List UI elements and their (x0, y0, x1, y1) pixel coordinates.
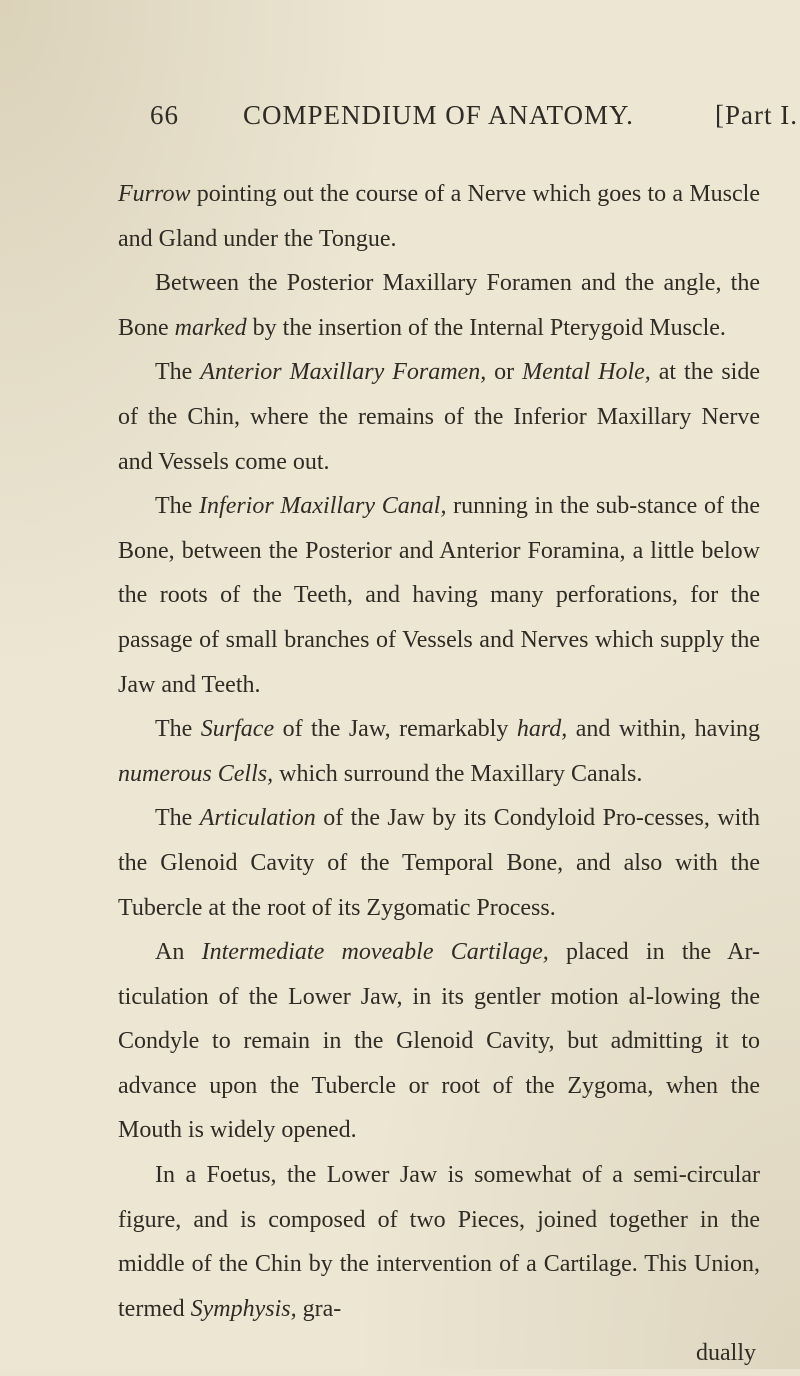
paragraph (118, 350, 760, 484)
italic-run: numerous Cells, (118, 760, 274, 787)
italic-run: marked (174, 314, 247, 341)
part-label: [Part I. (715, 100, 798, 130)
text-run: pointing out the course of a Nerve which goes to a Muscle and Gland under the Tongue. (118, 181, 760, 252)
paragraph (118, 707, 760, 796)
text-run: The (155, 805, 200, 832)
italic-run: Anterior Maxillary Foramen, (200, 359, 487, 386)
text-run: by the insertion of the Internal Pterygoid Muscle. (246, 314, 726, 341)
italic-run: Inferior Maxillary Canal, (199, 493, 447, 520)
running-header (150, 100, 798, 140)
running-title: COMPENDIUM OF ANATOMY. (243, 100, 634, 130)
italic-run: hard, (516, 716, 568, 743)
text-run: at the side of the Chin, where the remains of the Inferior Maxillary Nerve and Vessels come out. (118, 359, 760, 475)
text-run: which surround the Maxillary Canals. (273, 760, 643, 787)
text-run: running in the sub-stance of the Bone, between the Posterior and Anterior Foramina, a little below the roots of the Teeth, and having many perforations, for the passage of small branches of Vessels and Nerves which supply the Jaw and Teeth. (118, 493, 761, 698)
text-run: An (155, 939, 202, 966)
paragraph (118, 172, 760, 261)
text-run: The (155, 716, 201, 743)
italic-run: Furrow (118, 181, 191, 207)
text-run: and within, having (567, 716, 761, 743)
italic-run: Surface (200, 716, 275, 743)
page-number: 66 (150, 100, 179, 130)
text-run: of the Jaw by its Condyloid Pro-cesses, with the Glenoid Cavity of the Temporal Bone, and also with the Tubercle at the root of its Zygomatic Process. (118, 805, 760, 921)
text-run: The (155, 493, 200, 520)
text-run: gra- (296, 1295, 342, 1322)
text-run: In a Foetus, the Lower Jaw is somewhat of a semi-circular figure, and is composed of two Pieces, joined together in the middle of the Chin by the intervention of a Cartilage. This Union, termed (118, 1162, 760, 1322)
paragraph (118, 1153, 760, 1331)
text-run: of the Jaw, remarkably (274, 716, 517, 743)
body-text (118, 172, 760, 1376)
text-run: placed in the Ar-ticulation of the Lower Jaw, in its gentler motion al-lowing the Condyle to remain in the Glenoid Cavity, but admitting it to advance upon the Tubercle or root of the Zygoma, when the Mouth is widely opened. (118, 939, 760, 1144)
text-run: The (155, 359, 201, 386)
text-run: Between the Posterior Maxillary Foramen and the angle, the Bone (118, 270, 760, 341)
paragraph (118, 930, 760, 1153)
italic-run: Mental Hole, (522, 359, 651, 386)
paragraph (118, 484, 760, 707)
italic-run: Intermediate moveable Cartilage, (201, 939, 549, 966)
italic-run: Articulation (199, 805, 316, 832)
italic-run: Symphysis, (190, 1295, 297, 1322)
paragraph (118, 261, 760, 350)
paragraph (118, 796, 760, 930)
text-run: or (486, 359, 523, 386)
catchword: dually (696, 1340, 756, 1367)
